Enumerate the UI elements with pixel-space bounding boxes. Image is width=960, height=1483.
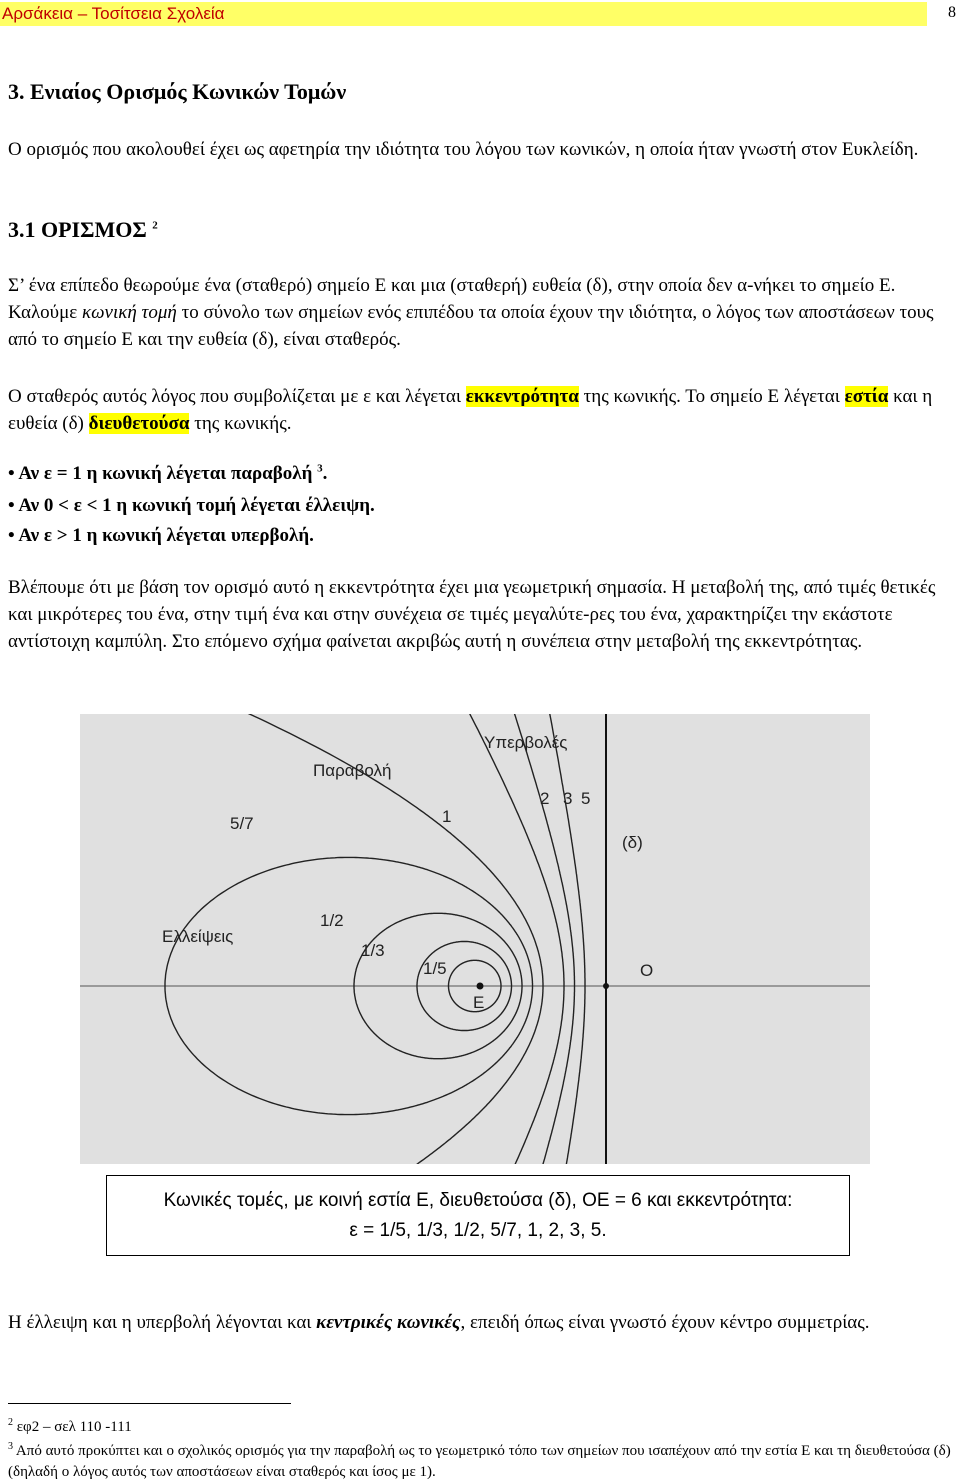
term-focus: εστία <box>844 386 889 407</box>
definition-text-b: το σύνολο των σημείων ενός επιπέδου τα οποία έχουν την ιδιότητα, ο λόγος των αποστάσεων τους από το σημείο Ε και την ευθεία (δ), είναι σταθερός. <box>8 302 934 350</box>
definition-heading <box>8 216 953 244</box>
bullet-parabola-tail: . <box>322 463 328 484</box>
central-text-a: Η έλλειψη και η υπερβολή λέγονται και <box>8 1312 317 1333</box>
header-title: Αρσάκεια – Τοσίτσεια Σχολεία <box>2 4 225 23</box>
page-header <box>0 2 927 26</box>
term-conic-section: κωνική τομή <box>82 302 177 323</box>
bullet-parabola <box>8 460 953 487</box>
figure-label-ellipses: Ελλείψεις <box>162 927 234 946</box>
intro-paragraph: Ο ορισμός που ακολουθεί έχει ως αφετηρία την ιδιότητα του λόγου των κωνικών, η οποία ήταν γνωστή στον Ευκλείδη. <box>8 139 919 160</box>
figure-label-e-5-7: 5/7 <box>230 814 254 833</box>
figure-caption <box>106 1175 850 1256</box>
conic-curve-e-1 <box>80 714 543 1164</box>
figure-label-e-3: 3 <box>563 789 573 808</box>
eccentricity-paragraph <box>8 383 953 437</box>
figure-label-e-2: 2 <box>540 789 550 808</box>
conic-sections-figure <box>80 714 870 1164</box>
figure-label-focus: Ε <box>473 993 485 1012</box>
footnote-2-mark: 2 <box>8 1417 13 1428</box>
significance-paragraph: Βλέπουμε ότι με βάση τον ορισμό αυτό η εκκεντρότητα έχει μια γεωμετρική σημασία. Η μεταβολή της, από τιμές θετικές και μικρότερες του ένα, στην τιμή ένα και στην συνέχεια σε τιμές μεγαλύτε-ρες του ένα, χαρακτηρίζει την εκάστοτε αντίστοιχη καμπύλη. Στο επόμενο σχήμα φαίνεται ακριβώς αυτή η συνέπεια στην μεταβολή της εκκεντρότητας. <box>8 577 936 652</box>
figure-label-e-5: 5 <box>581 789 591 808</box>
figure-label-e-1-5: 1/5 <box>423 959 447 978</box>
figure-label-e-1-3: 1/3 <box>361 941 385 960</box>
focus-point <box>477 983 484 990</box>
footnote-2 <box>8 1417 953 1438</box>
section-heading: 3. Ενιαίος Ορισμός Κωνικών Τομών <box>8 79 347 104</box>
figure-label-e-1: 1 <box>442 807 452 826</box>
footnote-3-mark: 3 <box>8 1441 13 1452</box>
ecc-text-b: της κωνικής. Το σημείο Ε λέγεται <box>578 386 845 407</box>
figure-label-e-1-2: 1/2 <box>320 911 344 930</box>
conic-curve-e-2 <box>261 714 564 1164</box>
conic-curve-e-3 <box>380 714 575 1164</box>
caption-line-1: Κωνικές τομές, με κοινή εστία Ε, διευθετούσα (δ), ΟΕ = 6 και εκκεντρότητα: <box>163 1190 793 1211</box>
term-central-conics: κεντρικές κωνικές <box>316 1312 461 1333</box>
ecc-text-d: της κωνικής. <box>189 413 292 434</box>
conic-sections-diagram <box>80 714 870 1164</box>
footnote-2-text: εφ2 – σελ 110 -111 <box>13 1419 132 1435</box>
page-number: 8 <box>948 4 956 21</box>
footnote-3-text: Από αυτό προκύπτει και ο σχολικός ορισμός για την παραβολή ως το γεωμετρικό τόπο των σημείων που ισαπέχουν από την εστία Ε και τη διευθετούσα (δ) (δηλαδή ο λόγος αυτός των αποστάσεων είναι σταθερός και ίσος με 1). <box>8 1443 951 1480</box>
ecc-text-c: και η ευθεία (δ) <box>8 386 933 434</box>
figure-label-directrix: (δ) <box>622 833 643 852</box>
central-conics-paragraph <box>8 1309 953 1336</box>
term-directrix: διευθετούσα <box>88 413 190 434</box>
conic-curve-e-5 <box>474 714 585 1164</box>
definition-heading-text: 3.1 ΟΡΙΣΜΟΣ <box>8 217 147 242</box>
bullet-hyperbola: • Αν ε > 1 η κωνική λέγεται υπερβολή. <box>8 525 314 546</box>
figure-label-parabola: Παραβολή <box>313 761 392 780</box>
caption-line-2: ε = 1/5, 1/3, 1/2, 5/7, 1, 2, 3, 5. <box>349 1220 607 1241</box>
footnote-3 <box>8 1441 953 1483</box>
directrix-foot-point <box>603 983 609 989</box>
figure-label-origin: Ο <box>640 961 654 980</box>
bullet-parabola-text: • Αν ε = 1 η κωνική λέγεται παραβολή <box>8 463 313 484</box>
definition-paragraph <box>8 272 953 353</box>
definition-text-a: Σ’ ένα επίπεδο θεωρούμε ένα (σταθερό) σημείο Ε και μια (σταθερή) ευθεία (δ), στην οποία δεν α-νήκει το σημείο Ε. Καλούμε <box>8 275 896 323</box>
footnote-ref-3: 3 <box>317 462 323 475</box>
bullet-ellipse: • Αν 0 < ε < 1 η κωνική τομή λέγεται έλλειψη. <box>8 495 375 516</box>
term-eccentricity: εκκεντρότητα <box>465 386 579 407</box>
footnote-separator <box>8 1403 291 1404</box>
figure-label-hyperbolas: Υπερβολές <box>484 733 568 752</box>
central-text-b: , επειδή όπως είναι γνωστό έχουν κέντρο συμμετρίας. <box>460 1312 870 1333</box>
ecc-text-a: Ο σταθερός αυτός λόγος που συμβολίζεται με ε και λέγεται <box>8 386 466 407</box>
footnote-ref-2: 2 <box>152 219 158 232</box>
